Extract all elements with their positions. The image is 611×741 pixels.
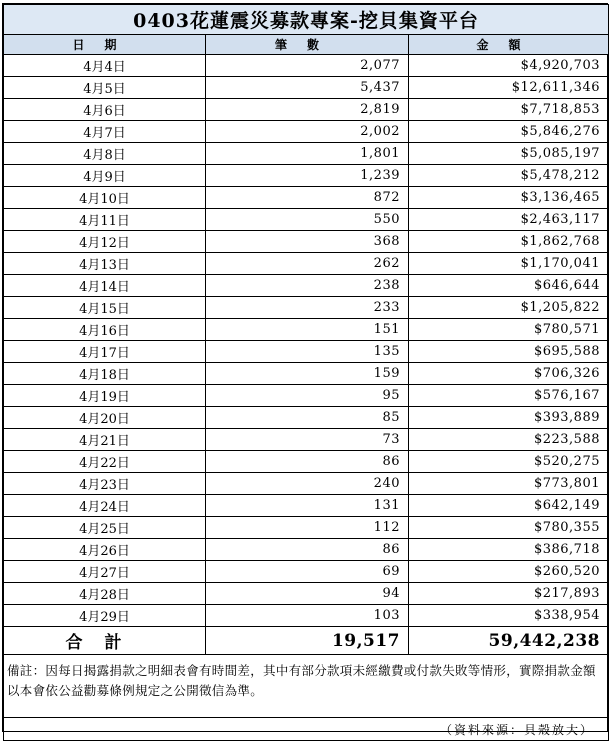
row-date: 4月7日	[4, 121, 206, 143]
table-row	[4, 583, 609, 605]
row-amount: $393,889	[409, 407, 609, 429]
row-amount: $520,275	[409, 451, 609, 473]
table-row	[4, 121, 609, 143]
row-count: 69	[206, 561, 409, 583]
row-date: 4月11日	[4, 209, 206, 231]
row-amount: $5,085,197	[409, 143, 609, 165]
table-row	[4, 561, 609, 583]
row-date: 4月20日	[4, 407, 206, 429]
table-row	[4, 297, 609, 319]
row-date: 4月10日	[4, 187, 206, 209]
header-amount: 金額	[409, 35, 609, 55]
row-count: 103	[206, 605, 409, 627]
row-count: 262	[206, 253, 409, 275]
row-date: 4月26日	[4, 539, 206, 561]
table-row	[4, 165, 609, 187]
row-amount: $260,520	[409, 561, 609, 583]
table-row	[4, 407, 609, 429]
row-count: 2,077	[206, 55, 409, 77]
row-date: 4月29日	[4, 605, 206, 627]
row-date: 4月22日	[4, 451, 206, 473]
row-count: 550	[206, 209, 409, 231]
row-amount: $12,611,346	[409, 77, 609, 99]
row-amount: $2,463,117	[409, 209, 609, 231]
row-amount: $338,954	[409, 605, 609, 627]
row-amount: $642,149	[409, 495, 609, 517]
row-date: 4月27日	[4, 561, 206, 583]
table-row	[4, 539, 609, 561]
row-amount: $706,326	[409, 363, 609, 385]
row-amount: $576,167	[409, 385, 609, 407]
table-row	[4, 77, 609, 99]
row-count: 233	[206, 297, 409, 319]
row-date: 4月18日	[4, 363, 206, 385]
table-row	[4, 99, 609, 121]
row-date: 4月17日	[4, 341, 206, 363]
row-date: 4月13日	[4, 253, 206, 275]
total-row	[4, 627, 609, 655]
row-amount: $780,355	[409, 517, 609, 539]
row-count: 86	[206, 451, 409, 473]
footnote: 備註：因每日揭露捐款之明細表會有時間差，其中有部分款項未經繳費或付款失敗等情形，實際捐款金額以本會依公益勸募條例規定之公開徵信為準。	[4, 655, 609, 718]
row-amount: $5,478,212	[409, 165, 609, 187]
row-count: 159	[206, 363, 409, 385]
table-row	[4, 451, 609, 473]
row-amount: $4,920,703	[409, 55, 609, 77]
row-amount: $1,862,768	[409, 231, 609, 253]
table-row	[4, 495, 609, 517]
table-row	[4, 55, 609, 77]
table-row	[4, 385, 609, 407]
row-date: 4月6日	[4, 99, 206, 121]
row-count: 73	[206, 429, 409, 451]
row-date: 4月16日	[4, 319, 206, 341]
row-count: 368	[206, 231, 409, 253]
total-label: 合計	[4, 627, 206, 655]
table-row	[4, 143, 609, 165]
row-amount: $217,893	[409, 583, 609, 605]
row-amount: $3,136,465	[409, 187, 609, 209]
header-row	[4, 35, 609, 55]
row-count: 2,002	[206, 121, 409, 143]
row-amount: $7,718,853	[409, 99, 609, 121]
table-row	[4, 363, 609, 385]
row-date: 4月23日	[4, 473, 206, 495]
table-row	[4, 605, 609, 627]
row-count: 112	[206, 517, 409, 539]
row-count: 86	[206, 539, 409, 561]
row-count: 94	[206, 583, 409, 605]
row-amount: $1,205,822	[409, 297, 609, 319]
row-count: 240	[206, 473, 409, 495]
row-amount: $646,644	[409, 275, 609, 297]
table-row	[4, 275, 609, 297]
table-row	[4, 187, 609, 209]
data-source: （資料來源：貝殼放大）	[4, 718, 609, 741]
table-row	[4, 209, 609, 231]
row-date: 4月5日	[4, 77, 206, 99]
row-amount: $5,846,276	[409, 121, 609, 143]
row-count: 5,437	[206, 77, 409, 99]
row-count: 872	[206, 187, 409, 209]
row-date: 4月9日	[4, 165, 206, 187]
table-row	[4, 429, 609, 451]
row-date: 4月24日	[4, 495, 206, 517]
row-date: 4月4日	[4, 55, 206, 77]
row-date: 4月15日	[4, 297, 206, 319]
row-count: 131	[206, 495, 409, 517]
table-row	[4, 231, 609, 253]
row-count: 238	[206, 275, 409, 297]
row-amount: $780,571	[409, 319, 609, 341]
row-count: 2,819	[206, 99, 409, 121]
row-amount: $386,718	[409, 539, 609, 561]
table-row	[4, 253, 609, 275]
table-row	[4, 473, 609, 495]
row-date: 4月14日	[4, 275, 206, 297]
total-amount: 59,442,238	[409, 627, 609, 655]
row-count: 95	[206, 385, 409, 407]
table-row	[4, 319, 609, 341]
header-date: 日期	[4, 35, 206, 55]
row-count: 85	[206, 407, 409, 429]
row-date: 4月8日	[4, 143, 206, 165]
row-date: 4月19日	[4, 385, 206, 407]
table-title: 0403花蓮震災募款專案-挖貝集資平台	[4, 5, 609, 35]
row-date: 4月21日	[4, 429, 206, 451]
donation-table-sheet	[2, 3, 608, 737]
total-count: 19,517	[206, 627, 409, 655]
row-date: 4月12日	[4, 231, 206, 253]
header-count: 筆數	[206, 35, 409, 55]
row-amount: $773,801	[409, 473, 609, 495]
row-amount: $223,588	[409, 429, 609, 451]
row-count: 1,801	[206, 143, 409, 165]
table-row	[4, 341, 609, 363]
row-count: 1,239	[206, 165, 409, 187]
donation-table	[3, 4, 609, 741]
row-count: 135	[206, 341, 409, 363]
row-amount: $1,170,041	[409, 253, 609, 275]
row-count: 151	[206, 319, 409, 341]
table-row	[4, 517, 609, 539]
row-date: 4月28日	[4, 583, 206, 605]
row-amount: $695,588	[409, 341, 609, 363]
row-date: 4月25日	[4, 517, 206, 539]
